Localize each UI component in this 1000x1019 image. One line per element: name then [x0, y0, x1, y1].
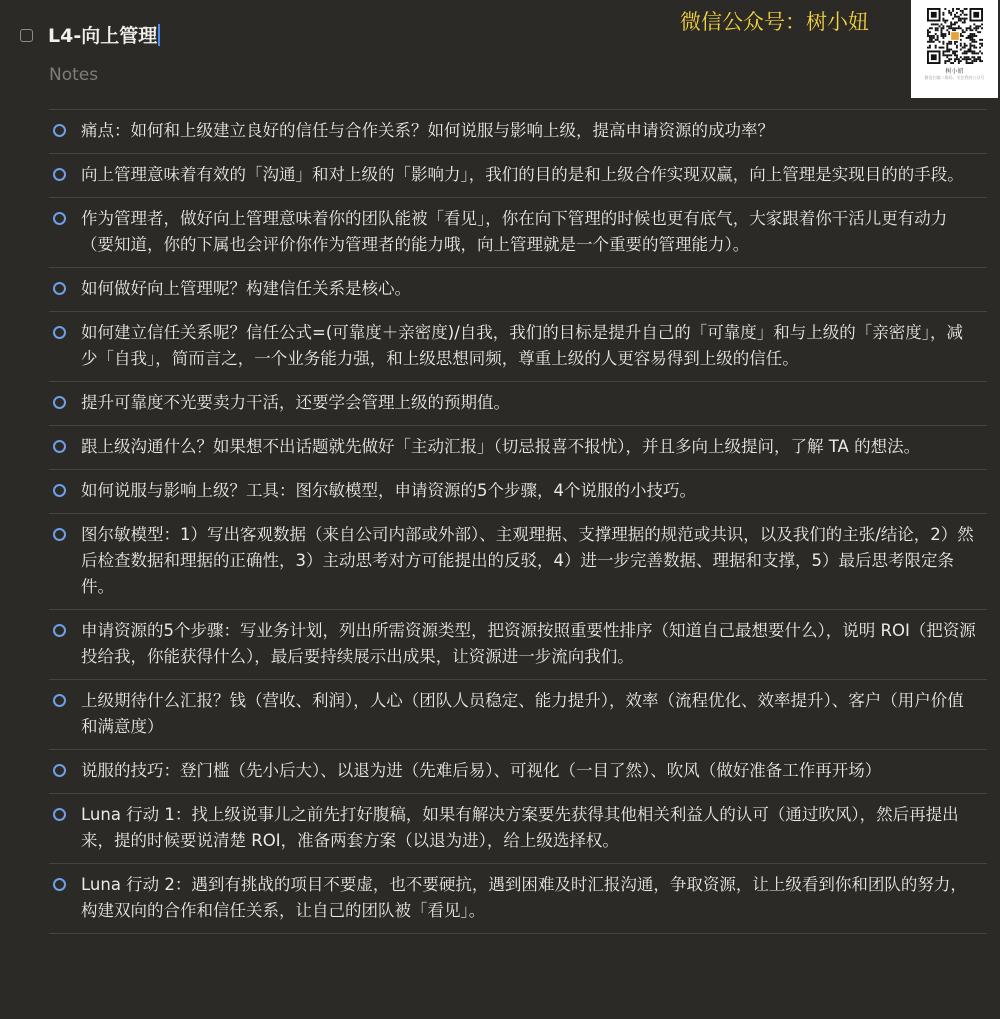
bullet-circle-icon[interactable] — [53, 282, 66, 295]
qr-code-icon — [927, 8, 983, 64]
bullet-circle-icon[interactable] — [53, 808, 66, 821]
bullet-circle-icon[interactable] — [53, 396, 66, 409]
note-row[interactable] — [49, 110, 987, 154]
note-text: 跟上级沟通什么？如果想不出话题就先做好「主动汇报」（切忌报喜不报忧），并且多向上级提问，了解 TA 的想法。 — [81, 437, 921, 456]
qr-account-name: 树小妞 — [945, 68, 964, 75]
note-row[interactable] — [49, 864, 987, 934]
qr-caption: 微信扫描二维码，关注我的公众号 — [924, 75, 985, 80]
note-text: 如何建立信任关系呢？信任公式=(可靠度＋亲密度)/自我，我们的目标是提升自己的「可靠度」和与上级的「亲密度」，减少「自我」，简而言之，一个业务能力强，和上级思想同频，尊重上级的人更容易得到上级的信任。 — [81, 323, 964, 368]
note-row[interactable] — [49, 198, 987, 268]
note-text: Luna 行动 2：遇到有挑战的项目不要虚，也不要硬抗，遇到困难及时汇报沟通，争取资源，让上级看到你和团队的努力，构建双向的合作和信任关系，让自己的团队被「看见」。 — [81, 875, 967, 920]
note-text: 痛点：如何和上级建立良好的信任与合作关系？如何说服与影响上级，提高申请资源的成功率？ — [81, 121, 774, 140]
bullet-circle-icon[interactable] — [53, 878, 66, 891]
task-header — [0, 0, 1000, 100]
note-text: Luna 行动 1：找上级说事儿之前先打好腹稿，如果有解决方案要先获得其他相关利益人的认可（通过吹风），然后再提出来，提的时候要说清楚 ROI，准备两套方案（以退为进），给上级选择权。 — [81, 805, 959, 850]
text-caret — [158, 24, 160, 46]
note-row[interactable] — [49, 426, 987, 470]
note-text: 如何说服与影响上级？工具：图尔敏模型，申请资源的5个步骤，4个说服的小技巧。 — [81, 481, 696, 500]
bullet-circle-icon[interactable] — [53, 124, 66, 137]
note-row[interactable] — [49, 268, 987, 312]
note-row[interactable] — [49, 680, 987, 750]
note-row[interactable] — [49, 794, 987, 864]
note-text: 如何做好向上管理呢？构建信任关系是核心。 — [81, 279, 411, 298]
watermark-text: 微信公众号：树小妞 — [680, 10, 869, 34]
note-row[interactable] — [49, 382, 987, 426]
qr-code-card — [911, 0, 998, 98]
note-text: 作为管理者，做好向上管理意味着你的团队能被「看见」，你在向下管理的时候也更有底气，大家跟着你干活儿更有动力（要知道，你的下属也会评价你作为管理者的能力哦，向上管理就是一个重要的管理能力）。 — [81, 209, 948, 254]
note-row[interactable] — [49, 750, 987, 794]
note-row[interactable] — [49, 514, 987, 610]
note-row[interactable] — [49, 154, 987, 198]
note-text: 上级期待什么汇报？钱（营收、利润），人心（团队人员稳定、能力提升），效率（流程优化、效率提升）、客户（用户价值和满意度） — [81, 691, 964, 736]
bullet-circle-icon[interactable] — [53, 168, 66, 181]
bullet-circle-icon[interactable] — [53, 440, 66, 453]
bullet-circle-icon[interactable] — [53, 212, 66, 225]
note-row[interactable] — [49, 470, 987, 514]
notes-field-label[interactable]: Notes — [49, 65, 99, 85]
bullet-circle-icon[interactable] — [53, 326, 66, 339]
note-text: 提升可靠度不光要卖力干活，还要学会管理上级的预期值。 — [81, 393, 510, 412]
note-text: 图尔敏模型：1）写出客观数据（来自公司内部或外部）、主观理据、支撑理据的规范或共识，以及我们的主张/结论，2）然后检查数据和理据的正确性，3）主动思考对方可能提出的反驳，4）进一步完善数据、理据和支撑，5）最后思考限定条件。 — [81, 525, 974, 596]
bullet-circle-icon[interactable] — [53, 764, 66, 777]
note-text: 申请资源的5个步骤：写业务计划，列出所需资源类型，把资源按照重要性排序（知道自己最想要什么），说明 ROI（把资源投给我，你能获得什么），最后要持续展示出成果，让资源进一步流向我们。 — [81, 621, 976, 666]
bullet-circle-icon[interactable] — [53, 484, 66, 497]
note-text: 说服的技巧：登门槛（先小后大）、以退为进（先难后易）、可视化（一目了然）、吹风（做好准备工作再开场） — [81, 761, 882, 780]
task-checkbox[interactable] — [20, 29, 33, 42]
bullet-circle-icon[interactable] — [53, 694, 66, 707]
note-row[interactable] — [49, 610, 987, 680]
task-title: L4-向上管理 — [48, 25, 158, 47]
notes-list — [49, 109, 987, 934]
note-row[interactable] — [49, 312, 987, 382]
bullet-circle-icon[interactable] — [53, 624, 66, 637]
note-text: 向上管理意味着有效的「沟通」和对上级的「影响力」，我们的目的是和上级合作实现双赢，向上管理是实现目的的手段。 — [81, 165, 964, 184]
bullet-circle-icon[interactable] — [53, 528, 66, 541]
task-title-field[interactable] — [48, 24, 160, 48]
